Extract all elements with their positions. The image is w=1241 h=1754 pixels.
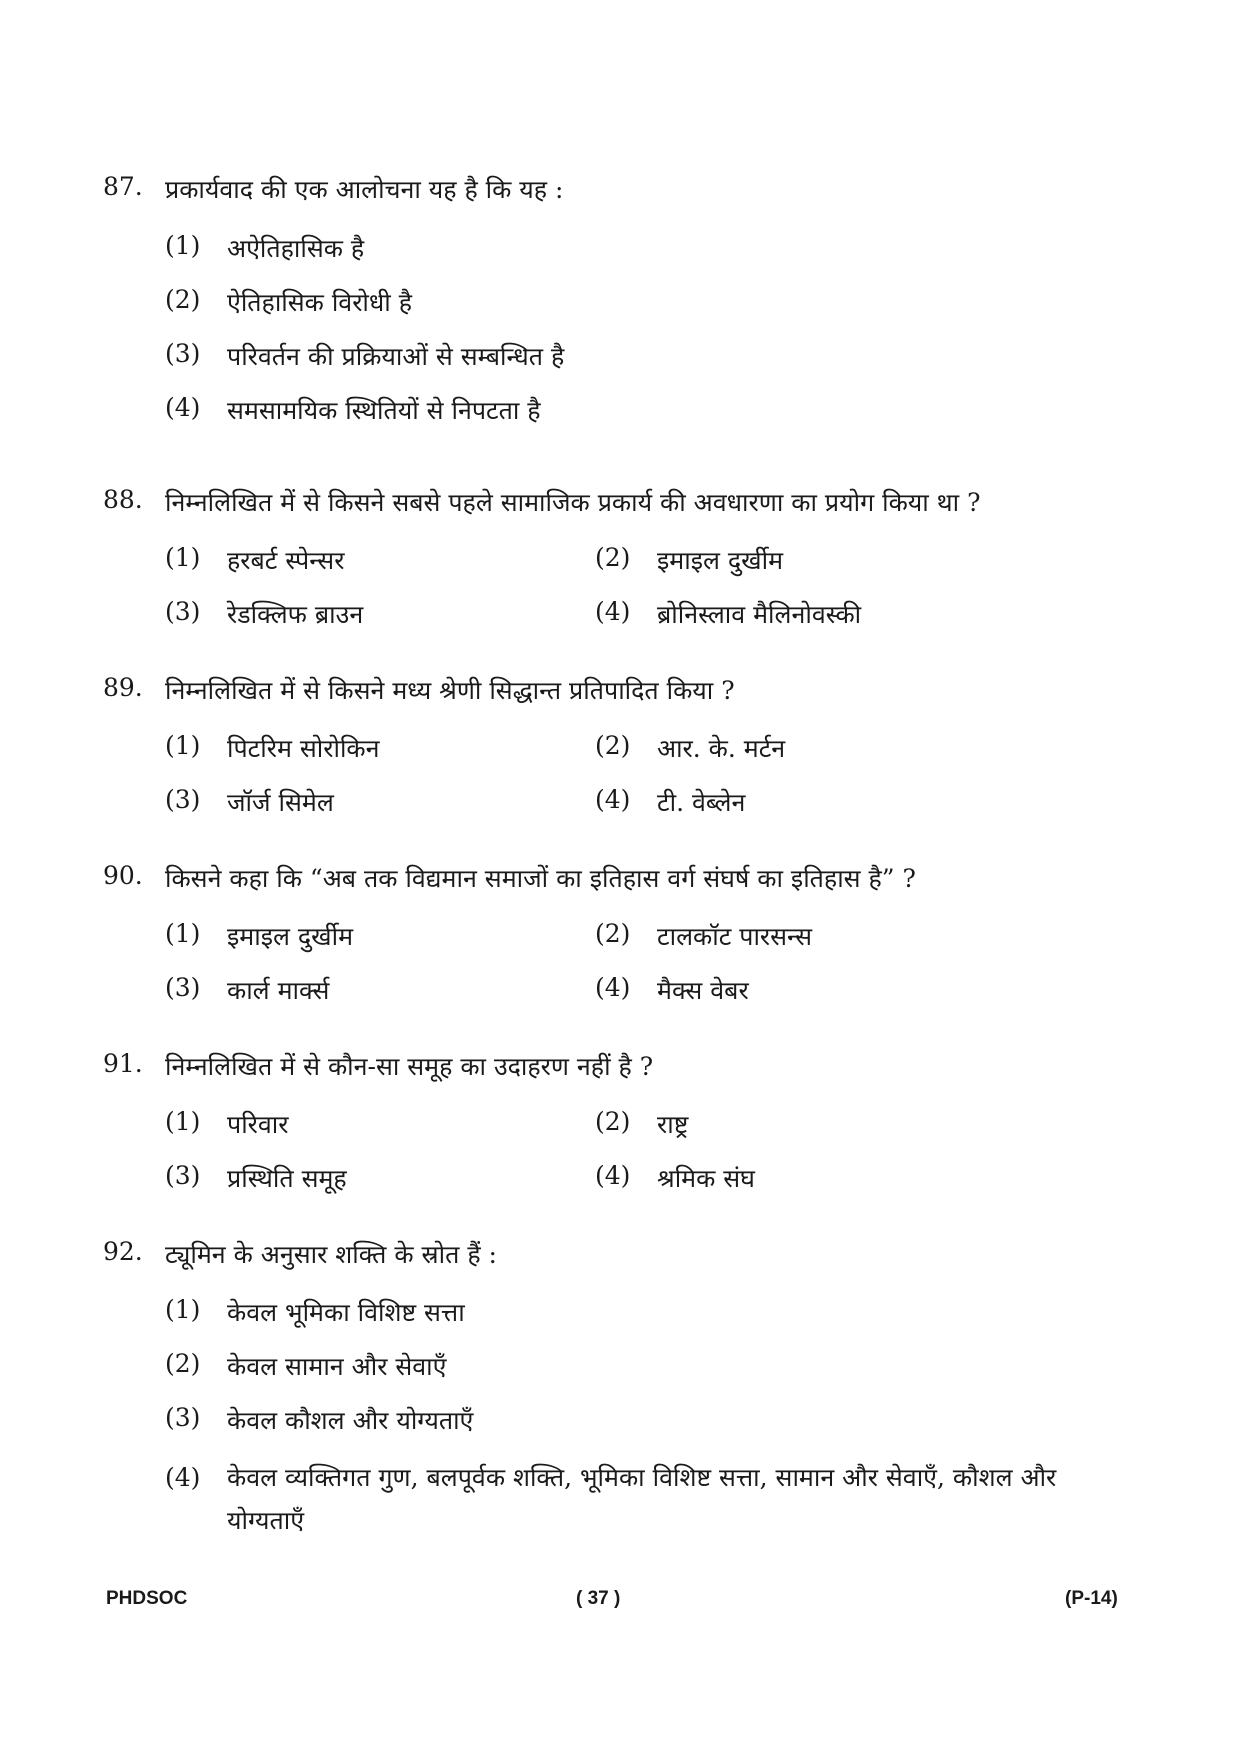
question-text: निम्नलिखित में से किसने सबसे पहले सामाजिक प्रकार्य की अवधारणा का प्रयोग किया था ? xyxy=(165,488,981,517)
question-text: प्रकार्यवाद की एक आलोचना यह है कि यह : xyxy=(165,175,564,204)
option-3: (3) जॉर्ज सिमेल xyxy=(165,785,334,817)
footer-code: PHDSOC xyxy=(106,1588,188,1609)
option-3: (3) प्रस्थिति समूह xyxy=(165,1161,347,1193)
option-2: (2) इमाइल दुर्खीम xyxy=(595,543,784,575)
option-2: (2) राष्ट्र xyxy=(595,1107,689,1139)
option-4: (4) श्रमिक संघ xyxy=(595,1161,755,1193)
option-4: (4) टी. वेब्लेन xyxy=(595,785,746,817)
option-4: (4) केवल व्यक्तिगत गुण, बलपूर्वक शक्ति, भूमिका विशिष्ट सत्ता, सामान और सेवाएँ, कौशल और योग्यताएँ xyxy=(165,1463,1057,1535)
option-1: (1) अऐतिहासिक है xyxy=(165,231,365,263)
option-3: (3) केवल कौशल और योग्यताएँ xyxy=(165,1403,474,1435)
question-number: 89. xyxy=(103,673,143,702)
question-89 xyxy=(103,673,1163,819)
option-3: (3) कार्ल मार्क्स xyxy=(165,973,330,1005)
question-91 xyxy=(103,1049,1163,1195)
question-text: निम्नलिखित में से किसने मध्य श्रेणी सिद्धान्त प्रतिपादित किया ? xyxy=(165,676,735,705)
question-number: 88. xyxy=(103,485,143,514)
option-1: (1) केवल भूमिका विशिष्ट सत्ता xyxy=(165,1295,465,1327)
option-2: (2) आर. के. मर्टन xyxy=(595,731,786,763)
option-1: (1) इमाइल दुर्खीम xyxy=(165,919,354,951)
footer-series: (P-14) xyxy=(1065,1588,1118,1609)
question-number: 90. xyxy=(103,861,143,890)
option-1: (1) परिवार xyxy=(165,1107,289,1139)
question-87 xyxy=(103,172,1163,427)
question-text: किसने कहा कि “अब तक विद्यमान समाजों का इतिहास वर्ग संघर्ष का इतिहास है” ? xyxy=(165,864,916,893)
option-4: (4) समसामयिक स्थितियों से निपटता है xyxy=(165,393,541,425)
question-text: निम्नलिखित में से कौन-सा समूह का उदाहरण नहीं है ? xyxy=(165,1052,654,1081)
option-3: (3) रेडक्लिफ ब्राउन xyxy=(165,597,364,629)
option-1: (1) पिटरिम सोरोकिन xyxy=(165,731,380,763)
option-3: (3) परिवर्तन की प्रक्रियाओं से सम्बन्धित है xyxy=(165,339,565,371)
option-1: (1) हरबर्ट स्पेन्सर xyxy=(165,543,345,575)
question-text: ट्यूमिन के अनुसार शक्ति के स्रोत हैं : xyxy=(165,1240,497,1269)
option-4: (4) मैक्स वेबर xyxy=(595,973,749,1005)
question-number: 92. xyxy=(103,1237,143,1266)
option-2: (2) ऐतिहासिक विरोधी है xyxy=(165,285,412,317)
option-2: (2) केवल सामान और सेवाएँ xyxy=(165,1349,447,1381)
footer-page-number: ( 37 ) xyxy=(576,1588,621,1609)
question-90 xyxy=(103,861,1163,1007)
option-2: (2) टालकॉट पारसन्स xyxy=(595,919,812,951)
question-number: 91. xyxy=(103,1049,143,1078)
option-4: (4) ब्रोनिस्लाव मैलिनोवस्की xyxy=(595,597,862,629)
question-92 xyxy=(103,1237,1163,1542)
question-number: 87. xyxy=(103,172,143,201)
question-88 xyxy=(103,485,1163,631)
